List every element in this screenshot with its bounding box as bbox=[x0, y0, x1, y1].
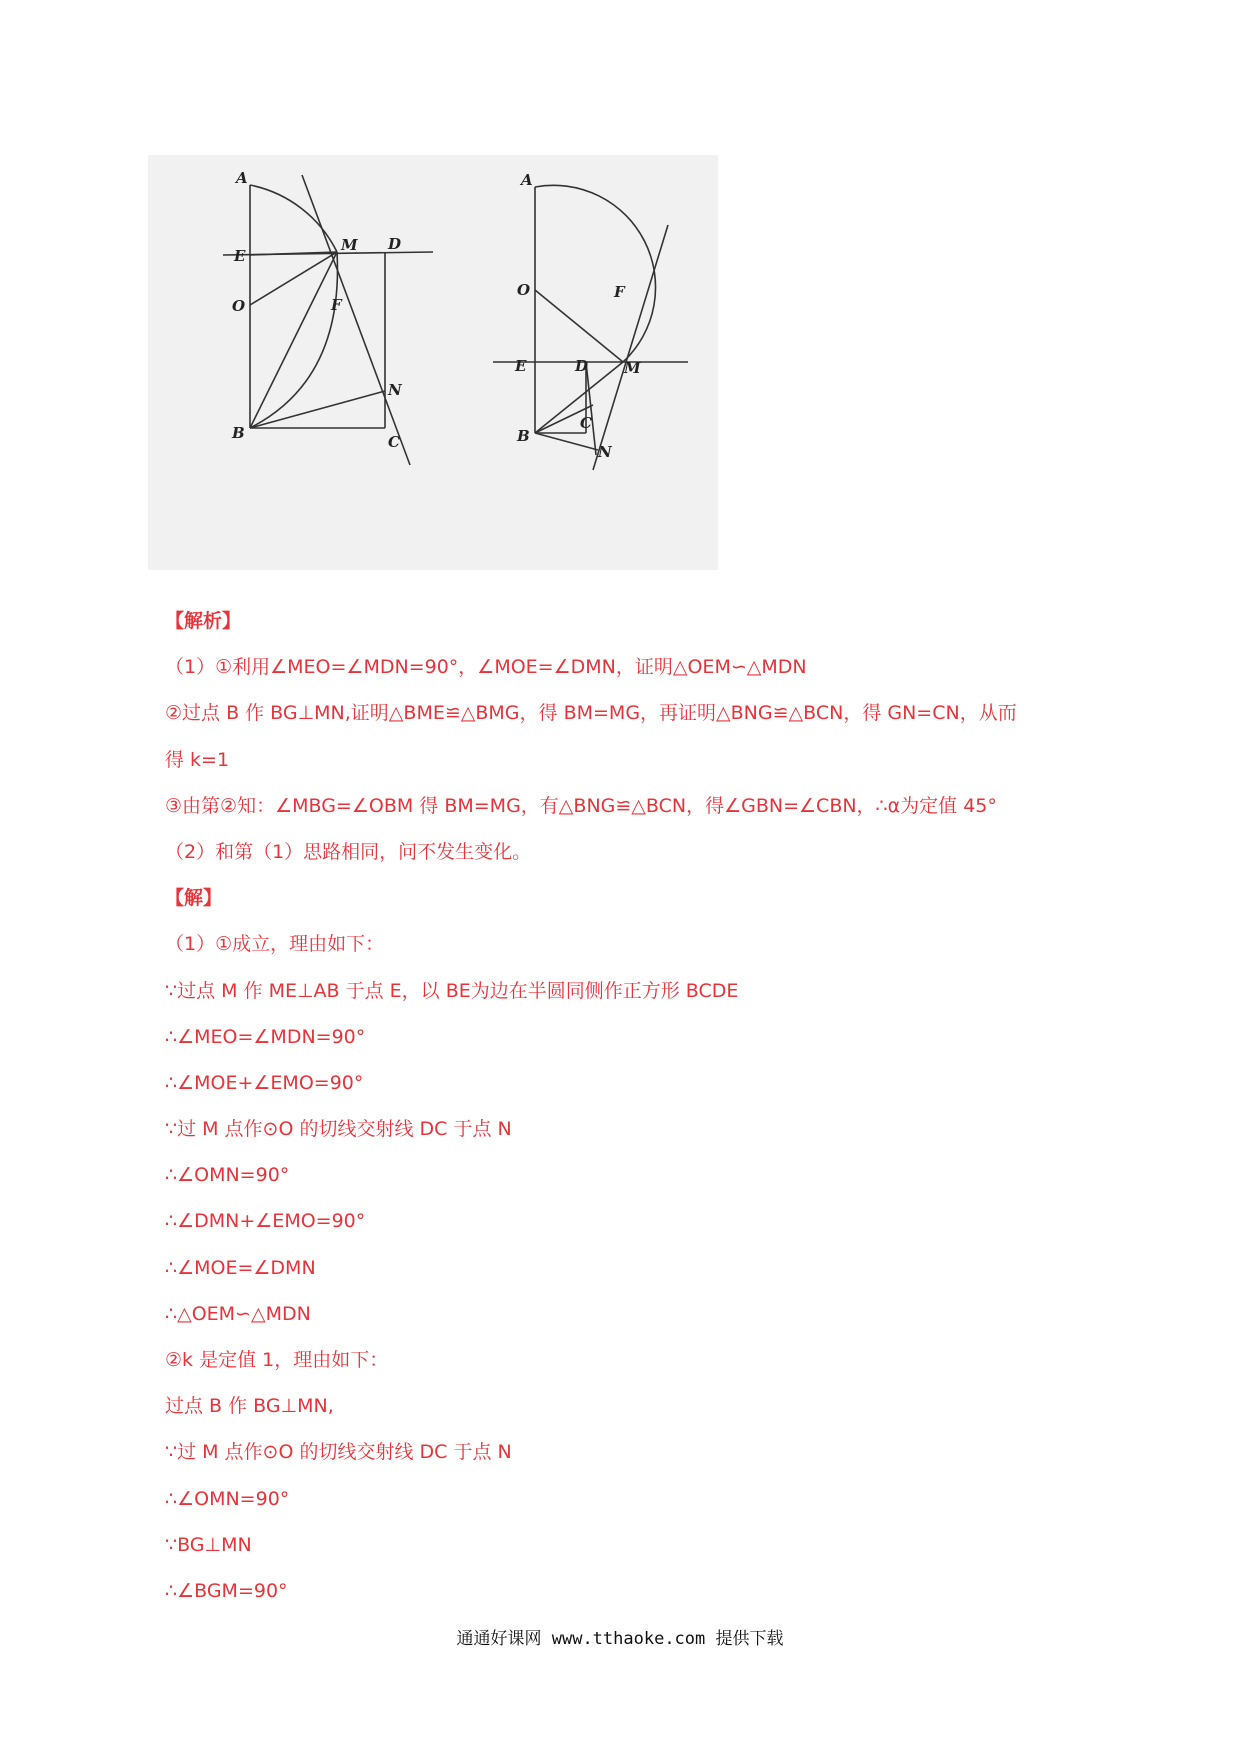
label-B-left: B bbox=[232, 424, 245, 442]
label-M-right: M bbox=[624, 359, 641, 377]
text-line: ∴∠MEO=∠MDN=90° bbox=[165, 1025, 366, 1048]
text-line: （2）和第（1）思路相同，问不发生变化。 bbox=[165, 840, 532, 863]
label-N-right: N bbox=[598, 443, 612, 461]
label-F-left: F bbox=[331, 296, 342, 314]
label-A-left: A bbox=[236, 169, 248, 187]
label-F-right: F bbox=[614, 283, 625, 301]
label-B-right: B bbox=[517, 427, 530, 445]
label-D-left: D bbox=[388, 235, 402, 253]
label-D-right: D bbox=[575, 357, 589, 375]
text-line: ∴∠OMN=90° bbox=[165, 1487, 290, 1510]
text-line: ∵过 M 点作⊙O 的切线交射线 DC 于点 N bbox=[165, 1441, 512, 1464]
text-line: （1）①成立，理由如下： bbox=[165, 933, 385, 956]
segment-OM-right bbox=[535, 290, 623, 362]
text-line: ∵BG⊥MN bbox=[165, 1533, 252, 1556]
label-M-left: M bbox=[341, 236, 358, 254]
label-E-right: E bbox=[515, 357, 527, 375]
text-line: ②过点 B 作 BG⊥MN,证明△BME≌△BMG，得 BM=MG，再证明△BNG≌△BCN，得 GN=CN，从而 bbox=[165, 702, 1017, 725]
tangent-line bbox=[302, 175, 410, 465]
label-A-right: A bbox=[521, 171, 533, 189]
segment-BN bbox=[250, 391, 385, 428]
label-O-left: O bbox=[232, 297, 246, 315]
text-line: ∴∠MOE+∠EMO=90° bbox=[165, 1071, 364, 1094]
text-line: 得 k=1 bbox=[165, 748, 230, 771]
left-figure-labels bbox=[231, 169, 403, 451]
page-footer: 通通好课网 www.tthaoke.com 提供下载 bbox=[456, 1629, 784, 1649]
text-line: ∴∠OMN=90° bbox=[165, 1164, 290, 1187]
analysis-heading: 【解析】 bbox=[165, 610, 242, 632]
segment-BN-right bbox=[535, 433, 598, 450]
right-figure-labels bbox=[514, 171, 641, 461]
label-C-left: C bbox=[388, 433, 400, 451]
solution-text bbox=[165, 598, 1017, 1614]
text-line: ∴∠BGM=90° bbox=[165, 1579, 288, 1602]
left-figure bbox=[223, 175, 433, 465]
solution-heading: 【解】 bbox=[165, 887, 223, 910]
label-E-left: E bbox=[234, 247, 246, 265]
text-line: ∴∠MOE=∠DMN bbox=[165, 1256, 316, 1279]
text-line: 过点 B 作 BG⊥MN, bbox=[165, 1395, 334, 1418]
label-O-right: O bbox=[517, 281, 531, 299]
text-line: ∵过 M 点作⊙O 的切线交射线 DC 于点 N bbox=[165, 1118, 512, 1141]
semicircle-arc-right bbox=[535, 185, 656, 362]
text-line: ∴△OEM∽△MDN bbox=[165, 1302, 311, 1325]
geometry-figures-svg bbox=[148, 155, 718, 570]
text-line: （1）①利用∠MEO=∠MDN=90°，∠MOE=∠DMN，证明△OEM∽△MDN bbox=[165, 656, 807, 679]
label-N-left: N bbox=[388, 381, 402, 399]
text-line: ∵过点 M 作 ME⊥AB 于点 E，以 BE为边在半圆同侧作正方形 BCDE bbox=[165, 979, 739, 1002]
text-line: ∴∠DMN+∠EMO=90° bbox=[165, 1210, 366, 1233]
geometry-figures bbox=[148, 155, 718, 570]
label-C-right: C bbox=[580, 414, 592, 432]
semicircle-arc-upper bbox=[250, 185, 337, 252]
text-line: ③由第②知：∠MBG=∠OBM 得 BM=MG，有△BNG≌△BCN，得∠GBN=∠CBN，∴α为定值 45° bbox=[165, 794, 997, 817]
text-line: ②k 是定值 1，理由如下： bbox=[165, 1349, 389, 1371]
